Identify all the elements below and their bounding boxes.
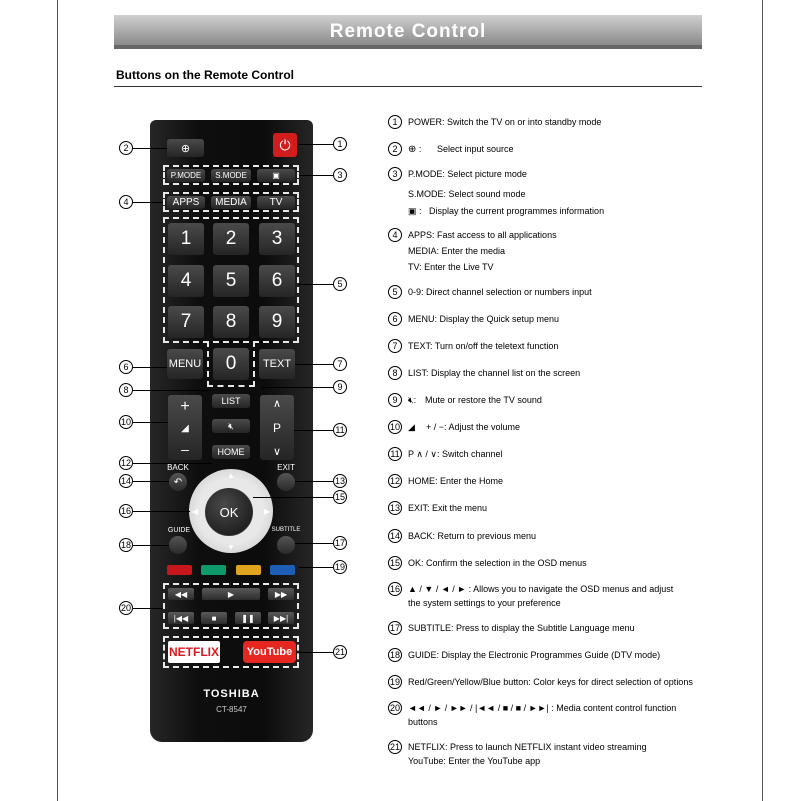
- model-number: CT-8547: [216, 705, 247, 714]
- description-text: OK: Confirm the selection in the OSD menus: [408, 558, 587, 568]
- nav-up-icon[interactable]: ▲: [227, 470, 235, 480]
- play-icon: ▶: [227, 589, 235, 599]
- description-number: 13: [389, 503, 400, 513]
- description-number: 17: [389, 623, 400, 633]
- subtitle-button[interactable]: [277, 536, 295, 554]
- leader-line-6: [133, 367, 167, 368]
- leader-line-14: [133, 481, 169, 482]
- media-button[interactable]: MEDIA: [211, 196, 251, 209]
- input-source-icon: ⊕: [180, 142, 191, 155]
- exit-button[interactable]: [277, 473, 295, 491]
- description-text: Display the current programmes information: [429, 206, 605, 216]
- leader-line-9: [262, 387, 333, 388]
- leader-line-8: [133, 390, 212, 391]
- header-bar: [114, 15, 702, 49]
- callout-9: 9: [333, 380, 347, 394]
- digit-0-button[interactable]: 0: [213, 348, 249, 380]
- stop-button[interactable]: [201, 612, 227, 624]
- description-number: 4: [388, 228, 402, 242]
- section-title: Buttons on the Remote Control: [116, 68, 294, 82]
- leader-line-3: [299, 175, 333, 176]
- volume-icon: ◢: [181, 423, 189, 434]
- callout-18: 18: [120, 540, 131, 550]
- info-small-icon: ▣ :: [408, 206, 422, 216]
- volume-up-label: +: [180, 398, 190, 415]
- description-number: 11: [388, 447, 402, 461]
- channel-down-icon: ∨: [272, 446, 282, 458]
- leader-line-13: [295, 481, 333, 482]
- power-icon: ⏻: [279, 136, 291, 153]
- description-text: + / −: Adjust the volume: [426, 422, 521, 432]
- description-number: 12: [389, 476, 400, 486]
- callout-5: 5: [333, 277, 347, 291]
- exit-label: EXIT: [277, 462, 295, 472]
- back-label: BACK: [167, 462, 189, 472]
- digit-9-button[interactable]: 9: [259, 306, 295, 338]
- callout-6: 6: [119, 360, 133, 374]
- volume-small-icon: ◢: [408, 422, 415, 432]
- leader-line-17: [295, 543, 333, 544]
- description-text: 0-9: Direct channel selection or numbers input: [408, 287, 592, 297]
- callout-11: 11: [333, 423, 347, 437]
- description-text: S.MODE: Select sound mode: [408, 189, 526, 199]
- description-text: YouTube: Enter the YouTube app: [408, 756, 541, 766]
- tv-button[interactable]: TV: [257, 196, 295, 209]
- info-button[interactable]: [257, 169, 295, 182]
- leader-line-12: [133, 463, 212, 464]
- leader-line-5: [299, 284, 333, 285]
- description-text: SUBTITLE: Press to display the Subtitle Language menu: [408, 623, 635, 633]
- description-text: LIST: Display the channel list on the screen: [408, 368, 581, 378]
- description-text: TV: Enter the Live TV: [408, 262, 494, 272]
- leader-line-18: [133, 545, 169, 546]
- home-button[interactable]: HOME: [212, 445, 250, 459]
- subtitle-label: SUBTITLE: [271, 527, 301, 533]
- description-text: ▲ / ▼ / ◄ / ► : Allows you to navigate the OSD menus and adjust: [408, 584, 674, 594]
- rewind-icon: ◀◀: [174, 589, 188, 599]
- description-text: MENU: Display the Quick setup menu: [408, 314, 560, 324]
- description-text: the system settings to your preference: [408, 598, 561, 608]
- callout-3: 3: [333, 168, 347, 182]
- description-number: 2: [388, 142, 402, 156]
- fast-forward-icon: ▶▶: [274, 589, 288, 599]
- section-divider: [114, 86, 702, 87]
- description-number: 5: [388, 285, 402, 299]
- menu-button[interactable]: MENU: [167, 349, 203, 379]
- next-icon: ▶▶|: [273, 613, 289, 623]
- callout-17: 17: [334, 538, 345, 548]
- callout-16: 16: [120, 506, 131, 516]
- description-number: 19: [389, 677, 400, 687]
- green-key-button[interactable]: [201, 565, 226, 575]
- digit-2-button[interactable]: 2: [213, 223, 249, 255]
- digit-6-button[interactable]: 6: [259, 265, 295, 297]
- description-text: P.MODE: Select picture mode: [408, 169, 527, 179]
- description-text: TEXT: Turn on/off the teletext function: [408, 341, 559, 351]
- input-source-small-icon: ⊕ :: [408, 144, 422, 155]
- leader-line-2: [133, 148, 167, 149]
- next-button[interactable]: [268, 612, 294, 624]
- description-number: 18: [389, 650, 400, 660]
- callout-20: 20: [120, 603, 131, 613]
- callout-7: 7: [333, 357, 347, 371]
- description-text: GUIDE: Display the Electronic Programmes Guide (DTV mode): [408, 650, 661, 660]
- youtube-button[interactable]: YouTube: [243, 641, 296, 663]
- leader-line-16: [133, 511, 190, 512]
- pause-icon: ❚❚: [241, 613, 255, 623]
- digit-1-button[interactable]: 1: [168, 223, 204, 255]
- description-number: 15: [389, 558, 400, 568]
- callout-14: 14: [120, 476, 131, 486]
- previous-button[interactable]: [168, 612, 194, 624]
- description-text: EXIT: Exit the menu: [408, 503, 488, 513]
- leader-line-1: [297, 144, 333, 145]
- callout-4: 4: [119, 195, 133, 209]
- blue-key-button[interactable]: [270, 565, 295, 575]
- digit-7-button[interactable]: 7: [168, 306, 204, 338]
- mute-button[interactable]: [212, 419, 250, 433]
- channel-label: P: [272, 420, 281, 435]
- description-number: 7: [388, 339, 402, 353]
- back-button[interactable]: [169, 473, 187, 491]
- description-text: ◄◄ / ► / ►► / |◄◄ / ■ / ■ / ►►| : Media content control function: [408, 703, 677, 713]
- description-number: 1: [388, 115, 402, 129]
- red-key-button[interactable]: [167, 565, 192, 575]
- leader-line-19: [299, 567, 333, 568]
- power-button[interactable]: [273, 133, 297, 157]
- callout-19: 19: [334, 562, 345, 572]
- back-icon: ↶: [173, 476, 183, 488]
- callout-15: 15: [334, 492, 345, 502]
- description-number: 6: [388, 312, 402, 326]
- digit-3-button[interactable]: 3: [259, 223, 295, 255]
- text-button[interactable]: TEXT: [259, 349, 295, 379]
- guide-label: GUIDE: [167, 526, 191, 534]
- fast-forward-button[interactable]: [268, 588, 294, 600]
- leader-line-20: [133, 608, 163, 609]
- description-number: 3: [388, 167, 402, 181]
- leader-line-21: [299, 652, 333, 653]
- rewind-button[interactable]: [168, 588, 194, 600]
- description-number: 8: [388, 366, 402, 380]
- description-text: APPS: Fast access to all applications: [408, 230, 557, 240]
- description-number: 20: [389, 703, 400, 713]
- callout-2: 2: [119, 141, 133, 155]
- volume-down-label: –: [181, 441, 189, 457]
- previous-icon: |◀◀: [173, 613, 189, 623]
- smode-button[interactable]: S.MODE: [211, 169, 251, 182]
- nav-down-icon[interactable]: ▼: [227, 542, 235, 552]
- description-text: Red/Green/Yellow/Blue button: Color keys for direct selection of options: [408, 677, 693, 687]
- yellow-key-button[interactable]: [236, 565, 261, 575]
- leader-line-11: [294, 430, 333, 431]
- leader-line-15: [253, 497, 333, 498]
- list-button[interactable]: LIST: [212, 394, 250, 408]
- callout-10: 10: [120, 417, 131, 427]
- nav-right-icon[interactable]: ▶: [263, 506, 271, 516]
- mute-icon: 🔇︎: [228, 420, 234, 431]
- callout-13: 13: [334, 476, 345, 486]
- callout-8: 8: [119, 383, 133, 397]
- info-icon: ▣: [272, 171, 280, 180]
- callout-1: 1: [333, 137, 347, 151]
- description-number: 21: [389, 742, 400, 752]
- apps-button[interactable]: APPS: [167, 196, 205, 209]
- ok-button[interactable]: OK: [205, 488, 253, 536]
- description-text: MEDIA: Enter the media: [408, 246, 506, 256]
- callout-12: 12: [120, 458, 131, 468]
- play-button[interactable]: [202, 588, 260, 600]
- callout-21: 21: [334, 647, 345, 657]
- description-text: Mute or restore the TV sound: [425, 395, 542, 405]
- digit-5-button[interactable]: 5: [213, 265, 249, 297]
- input-source-button[interactable]: [167, 139, 204, 157]
- channel-up-icon: ∧: [272, 398, 282, 410]
- netflix-button[interactable]: NETFLIX: [168, 641, 220, 663]
- volume-rocker[interactable]: [168, 395, 202, 460]
- description-text: POWER: Switch the TV on or into standby mode: [408, 117, 602, 127]
- description-text: P ∧ / ∨: Switch channel: [408, 449, 503, 459]
- leader-line-7: [295, 364, 333, 365]
- nav-left-icon[interactable]: ◀: [191, 506, 199, 516]
- description-text: NETFLIX: Press to launch NETFLIX instant video streaming: [408, 742, 647, 752]
- leader-line-10: [133, 422, 168, 423]
- description-text: buttons: [408, 717, 438, 727]
- guide-button[interactable]: [169, 536, 187, 554]
- description-text: BACK: Return to previous menu: [408, 531, 537, 541]
- stop-icon: ■: [211, 613, 217, 623]
- brand-logo: TOSHIBA: [203, 688, 260, 700]
- channel-rocker[interactable]: [260, 395, 294, 460]
- page-title: Remote Control: [329, 21, 487, 42]
- pause-button[interactable]: [235, 612, 261, 624]
- leader-line-4: [133, 202, 163, 203]
- description-text: Select input source: [437, 144, 514, 154]
- mute-small-icon: 🔇︎:: [408, 395, 417, 405]
- description-number: 16: [389, 584, 400, 594]
- description-text: HOME: Enter the Home: [408, 476, 504, 486]
- pmode-button[interactable]: P.MODE: [167, 169, 205, 182]
- description-number: 10: [389, 422, 400, 432]
- digit-8-button[interactable]: 8: [213, 306, 249, 338]
- digit-4-button[interactable]: 4: [168, 265, 204, 297]
- description-number: 14: [389, 531, 400, 541]
- description-number: 9: [388, 393, 402, 407]
